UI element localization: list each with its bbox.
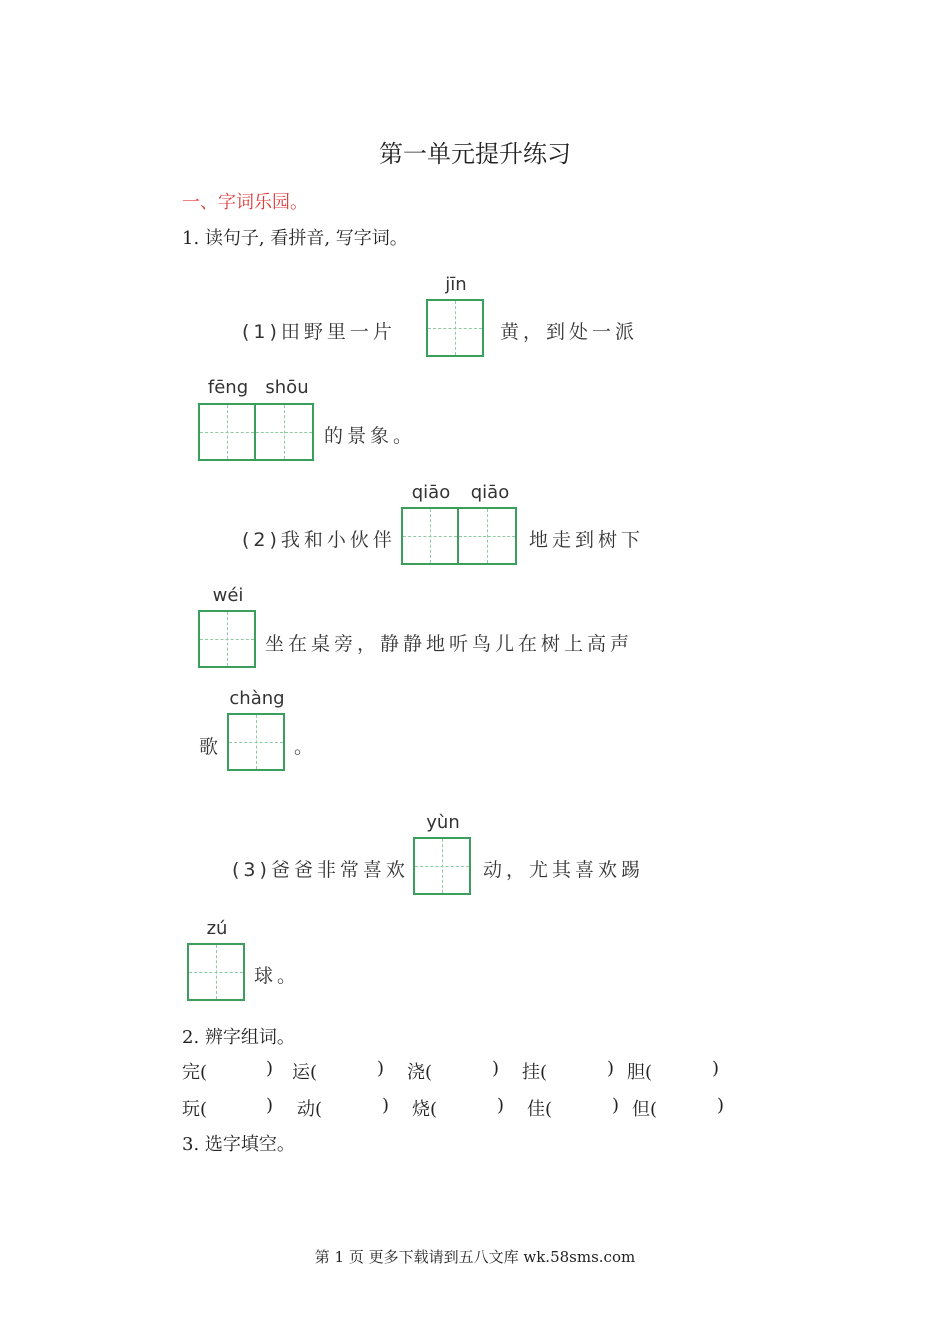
- word-pair-2b-close: ): [382, 1095, 390, 1116]
- word-pair-2a: 运(: [292, 1062, 318, 1083]
- word-pair-4b-close: ): [612, 1095, 620, 1116]
- sentence-2-part-d: 歌: [199, 736, 223, 758]
- grid-cell[interactable]: [227, 713, 285, 771]
- grid-cell[interactable]: [256, 403, 314, 461]
- word-pair-5a-close: ): [712, 1058, 720, 1079]
- pinyin-wei: wéi: [212, 585, 244, 606]
- sentence-1-part-a: (1)田野里一片: [242, 321, 396, 343]
- question-2: 2. 辨字组词。: [182, 1027, 295, 1048]
- writing-grid-qiaoqiao[interactable]: [401, 507, 517, 565]
- writing-grid-wei[interactable]: [198, 610, 256, 668]
- question-1: 1. 读句子, 看拼音, 写字词。: [182, 228, 408, 249]
- section-heading: 一、字词乐园。: [182, 192, 308, 213]
- pinyin-zu: zú: [206, 918, 228, 939]
- grid-cell[interactable]: [459, 507, 517, 565]
- sentence-3-part-c: 球。: [254, 965, 301, 987]
- word-pair-4a: 挂(: [522, 1062, 548, 1083]
- word-pair-1b-close: ): [266, 1095, 274, 1116]
- writing-grid-zu[interactable]: [187, 943, 245, 1001]
- word-pair-4b: 佳(: [527, 1099, 553, 1120]
- grid-cell[interactable]: [401, 507, 459, 565]
- pinyin-feng: fēng: [207, 377, 249, 398]
- word-pair-5b: 但(: [632, 1099, 658, 1120]
- word-pair-1b: 玩(: [182, 1099, 208, 1120]
- word-pair-3a-close: ): [492, 1058, 500, 1079]
- grid-cell[interactable]: [198, 403, 256, 461]
- writing-grid-jin[interactable]: [426, 299, 484, 357]
- writing-grid-fengshou[interactable]: [198, 403, 314, 461]
- pinyin-jin: jīn: [445, 274, 467, 295]
- word-pair-1a-close: ): [266, 1058, 274, 1079]
- page-footer: 第 1 页 更多下载请到五八文库 wk.58sms.com: [314, 1248, 636, 1266]
- grid-cell[interactable]: [426, 299, 484, 357]
- word-pair-3b-close: ): [497, 1095, 505, 1116]
- word-pair-4a-close: ): [607, 1058, 615, 1079]
- page-title: 第一单元提升练习: [379, 140, 571, 168]
- word-pair-1a: 完(: [182, 1062, 208, 1083]
- sentence-2-part-b: 地走到树下: [529, 529, 645, 551]
- word-pair-5b-close: ): [717, 1095, 725, 1116]
- pinyin-shou: shōu: [265, 377, 309, 398]
- grid-cell[interactable]: [413, 837, 471, 895]
- grid-cell[interactable]: [187, 943, 245, 1001]
- sentence-2-part-c: 坐在桌旁，静静地听鸟儿在树上高声: [265, 633, 634, 655]
- pinyin-yun: yùn: [426, 812, 460, 833]
- pinyin-qiao-2: qiāo: [470, 482, 510, 503]
- sentence-3-part-a: (3)爸爸非常喜欢: [232, 859, 409, 881]
- writing-grid-chang[interactable]: [227, 713, 285, 771]
- word-pair-3b: 烧(: [412, 1099, 438, 1120]
- writing-grid-yun[interactable]: [413, 837, 471, 895]
- sentence-2-part-e: 。: [294, 736, 318, 758]
- word-pair-5a: 胆(: [627, 1062, 653, 1083]
- sentence-2-part-a: (2)我和小伙伴: [242, 529, 396, 551]
- word-pair-2a-close: ): [377, 1058, 385, 1079]
- word-pair-3a: 浇(: [407, 1062, 433, 1083]
- word-pair-2b: 动(: [297, 1099, 323, 1120]
- question-3: 3. 选字填空。: [182, 1134, 295, 1155]
- grid-cell[interactable]: [198, 610, 256, 668]
- pinyin-chang: chàng: [229, 688, 285, 709]
- pinyin-qiao-1: qiāo: [411, 482, 451, 503]
- sentence-1-part-b: 黄，到处一派: [500, 321, 639, 343]
- sentence-3-part-b: 动，尤其喜欢踢: [483, 859, 645, 881]
- sentence-1-part-c: 的景象。: [324, 425, 417, 447]
